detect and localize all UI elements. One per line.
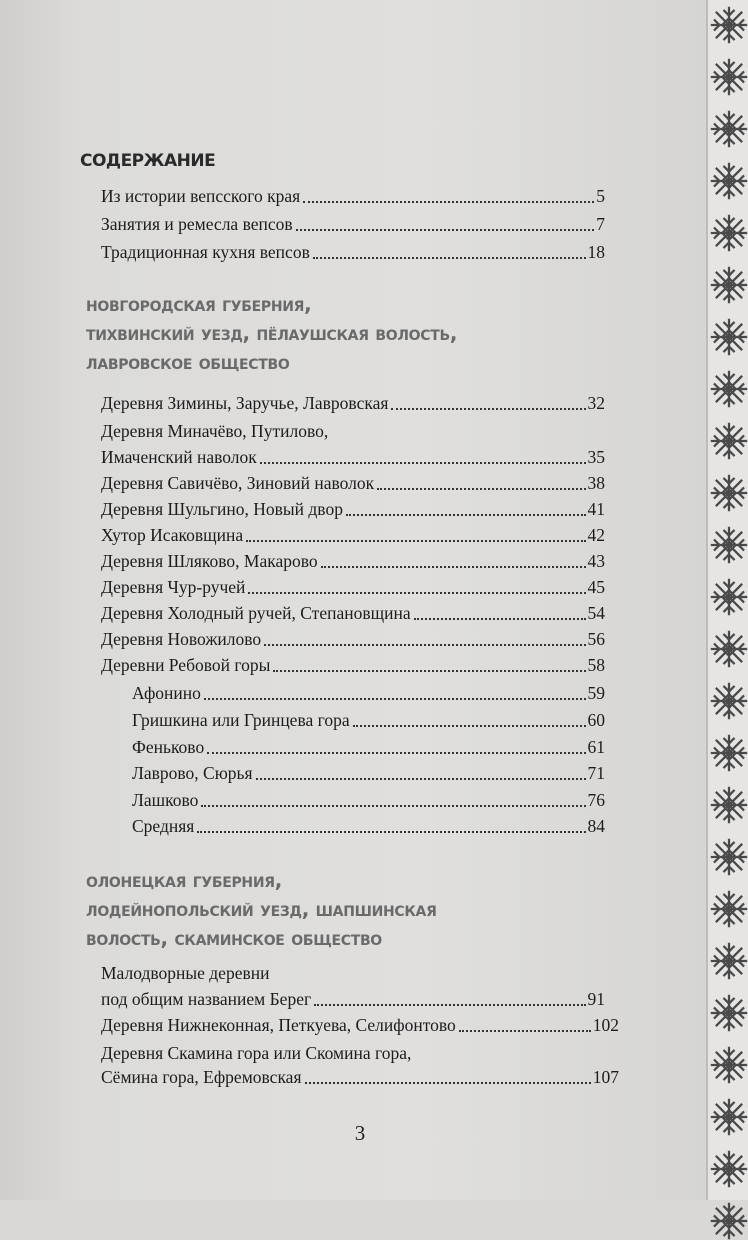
- toc-entry-line: Деревня Миначёво, Путилово,: [101, 421, 329, 441]
- snowflake-ornament-icon: [710, 838, 748, 876]
- snowflake-ornament-icon: [710, 994, 748, 1032]
- snowflake-ornament-icon: [710, 786, 748, 824]
- snowflake-ornament-icon: [710, 110, 748, 148]
- toc-entry: под общим названием Берег 91: [101, 989, 605, 1009]
- toc-entry: Деревня Шульгино, Новый двор 41: [101, 499, 605, 519]
- snowflake-ornament-icon: [710, 1098, 748, 1136]
- page-number: 3: [354, 1121, 366, 1145]
- snowflake-ornament-icon: [710, 422, 748, 460]
- section-heading-olonets: олонецкая губерния, лодейнопольский уезд, шапшинская волость, скаминское общество: [86, 868, 437, 950]
- toc-entry: Занятия и ремесла вепсов 7: [101, 214, 605, 234]
- snowflake-ornament-icon: [710, 682, 748, 720]
- ornament-border: [706, 0, 748, 1200]
- snowflake-ornament-icon: [710, 58, 748, 96]
- section-heading-novgorod: новгородская губерния, тихвинский уезд, пёлаушская волость, лавровское общество: [86, 292, 458, 374]
- toc-subentry: Гришкина или Гринцева гора 60: [132, 710, 605, 730]
- snowflake-ornament-icon: [710, 942, 748, 980]
- snowflake-ornament-icon: [710, 1202, 748, 1240]
- toc-subentry: Лашково 76: [132, 790, 605, 810]
- toc-entry-line: Малодворные деревни: [101, 963, 270, 983]
- snowflake-ornament-icon: [710, 578, 748, 616]
- toc-entry: Деревня Шляково, Макарово 43: [101, 551, 605, 571]
- toc-subentry: Лаврово, Сюрья 71: [132, 763, 605, 783]
- toc-entry: Деревня Нижнеконная, Петкуева, Селифонтово 102: [101, 1015, 619, 1035]
- snowflake-ornament-icon: [710, 630, 748, 668]
- snowflake-ornament-icon: [710, 526, 748, 564]
- toc-entry: Деревня Новожилово 56: [101, 629, 605, 649]
- toc-entry: Деревня Чур-ручей 45: [101, 577, 605, 597]
- toc-entry: Деревня Зимины, Заручье, Лавровская 32: [101, 393, 605, 413]
- snowflake-ornament-icon: [710, 6, 748, 44]
- toc-entry: Имаченский наволок 35: [101, 447, 605, 467]
- toc-entry-line: Деревня Скамина гора или Скомина гора,: [101, 1043, 412, 1063]
- bleed-through-text: [400, 88, 680, 102]
- toc-subentry: Средняя 84: [132, 816, 605, 836]
- snowflake-ornament-icon: [710, 318, 748, 356]
- snowflake-ornament-icon: [710, 214, 748, 252]
- toc-subentry: Афонино 59: [132, 683, 605, 703]
- snowflake-ornament-icon: [710, 890, 748, 928]
- toc-entry: Традиционная кухня вепсов 18: [101, 242, 605, 262]
- snowflake-ornament-icon: [710, 734, 748, 772]
- snowflake-ornament-icon: [710, 162, 748, 200]
- snowflake-ornament-icon: [710, 1150, 748, 1188]
- toc-entry: Сёмина гора, Ефремовская 107: [101, 1067, 619, 1087]
- snowflake-ornament-icon: [710, 370, 748, 408]
- snowflake-ornament-icon: [710, 1046, 748, 1084]
- toc-entry: Деревни Ребовой горы 58: [101, 655, 605, 675]
- contents-heading: содержание: [80, 144, 216, 172]
- toc-entry: Из истории вепсского края 5: [101, 186, 605, 206]
- toc-entry: Деревня Савичёво, Зиновий наволок 38: [101, 473, 605, 493]
- toc-entry: Хутор Исаковщина 42: [101, 525, 605, 545]
- snowflake-ornament-icon: [710, 266, 748, 304]
- toc-entry: Деревня Холодный ручей, Степановщина 54: [101, 603, 605, 623]
- toc-subentry: Феньково 61: [132, 737, 605, 757]
- snowflake-ornament-icon: [710, 474, 748, 512]
